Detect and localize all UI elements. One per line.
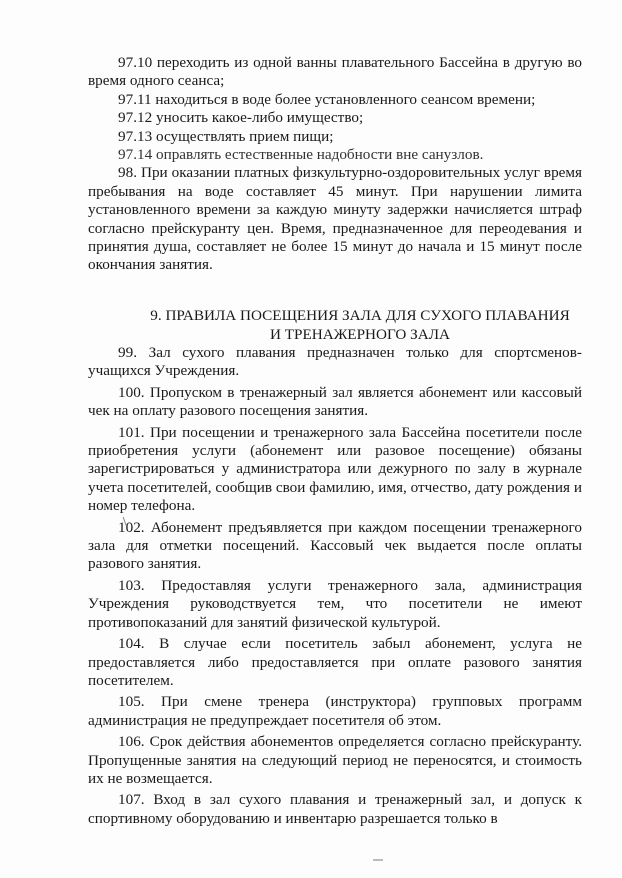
scan-speck bbox=[373, 859, 383, 861]
rule-97-12: 97.12 уносить какое-либо имущество; bbox=[118, 109, 364, 127]
rule-104: 104. В случае если посетитель забыл абонемент, услуга не предоставляется либо предоставляется при оплате разового занятия посетителем. bbox=[88, 635, 582, 689]
rule-103: 103. Предоставляя услуги тренажерного зала, администрация Учреждения руководствуется тем, что посетители не имеют противопоказаний для занятий физической культурой. bbox=[88, 576, 582, 631]
rule-97-10: 97.10 переходить из одной ванны плавательного Бассейна в другую во время одного сеанса; bbox=[88, 54, 582, 90]
rule-102: 102. Абонемент предъявляется при каждом посещении тренажерного зала для отметки посещений. Кассовый чек выдается после оплаты разового занятия. bbox=[88, 518, 582, 573]
rule-97-11: 97.11 находиться в воде более установленного сеансом времени; bbox=[118, 90, 536, 108]
rule-100: 100. Пропуском в тренажерный зал является абонемент или кассовый чек на оплату разового посещения занятия. bbox=[88, 383, 582, 420]
section-9-heading bbox=[88, 306, 582, 344]
rule-106: 106. Срок действия абонементов определяется согласно прейскуранту. Пропущенные занятия на следующий период не переносятся, и стоимость их не возмещается. bbox=[88, 733, 582, 787]
rule-101: 101. При посещении и тренажерного зала Бассейна посетители после приобретения услуги (абонемент или разовое посещение) обязаны зарегистрироваться у администратора или дежурного по залу в журнале учета посетителей, сообщив свои фамилию, имя, отчество, дату рождения и номер телефона. bbox=[88, 423, 582, 515]
rule-105: 105. При смене тренера (инструктора) групповых программ администрация не предупреждает посетителя об этом. bbox=[88, 693, 582, 729]
rule-97-14: 97.14 оправлять естественные надобности вне санузлов. bbox=[118, 146, 484, 164]
rules-list-section-9 bbox=[88, 344, 582, 828]
rule-107: 107. Вход в зал сухого плавания и тренажерный зал, и допуск к спортивному оборудованию и инвентарю разрешается только в bbox=[88, 791, 582, 827]
rule-99: 99. Зал сухого плавания предназначен только для спортсменов-учащихся Учреждения. bbox=[88, 344, 582, 380]
section-9-heading-line-2: И ТРЕНАЖЕРНОГО ЗАЛА bbox=[270, 326, 450, 343]
section-9-heading-line-1: 9. ПРАВИЛА ПОСЕЩЕНИЯ ЗАЛА ДЛЯ СУХОГО ПЛАВАНИЯ bbox=[150, 307, 570, 324]
rule-97-13: 97.13 осуществлять прием пищи; bbox=[118, 127, 334, 145]
rule-98: 98. При оказании платных физкультурно-оздоровительных услуг время пребывания на воде составляет 45 минут. При нарушении лимита установленного времени за каждую минуту задержки начисляется штраф согласно прейскуранту цен. Время, предназначенное для переодевания и принятия душа, составляет не более 15 минут до начала и 15 минут после окончания занятия. bbox=[88, 164, 582, 274]
rules-list-section-8 bbox=[88, 54, 582, 275]
